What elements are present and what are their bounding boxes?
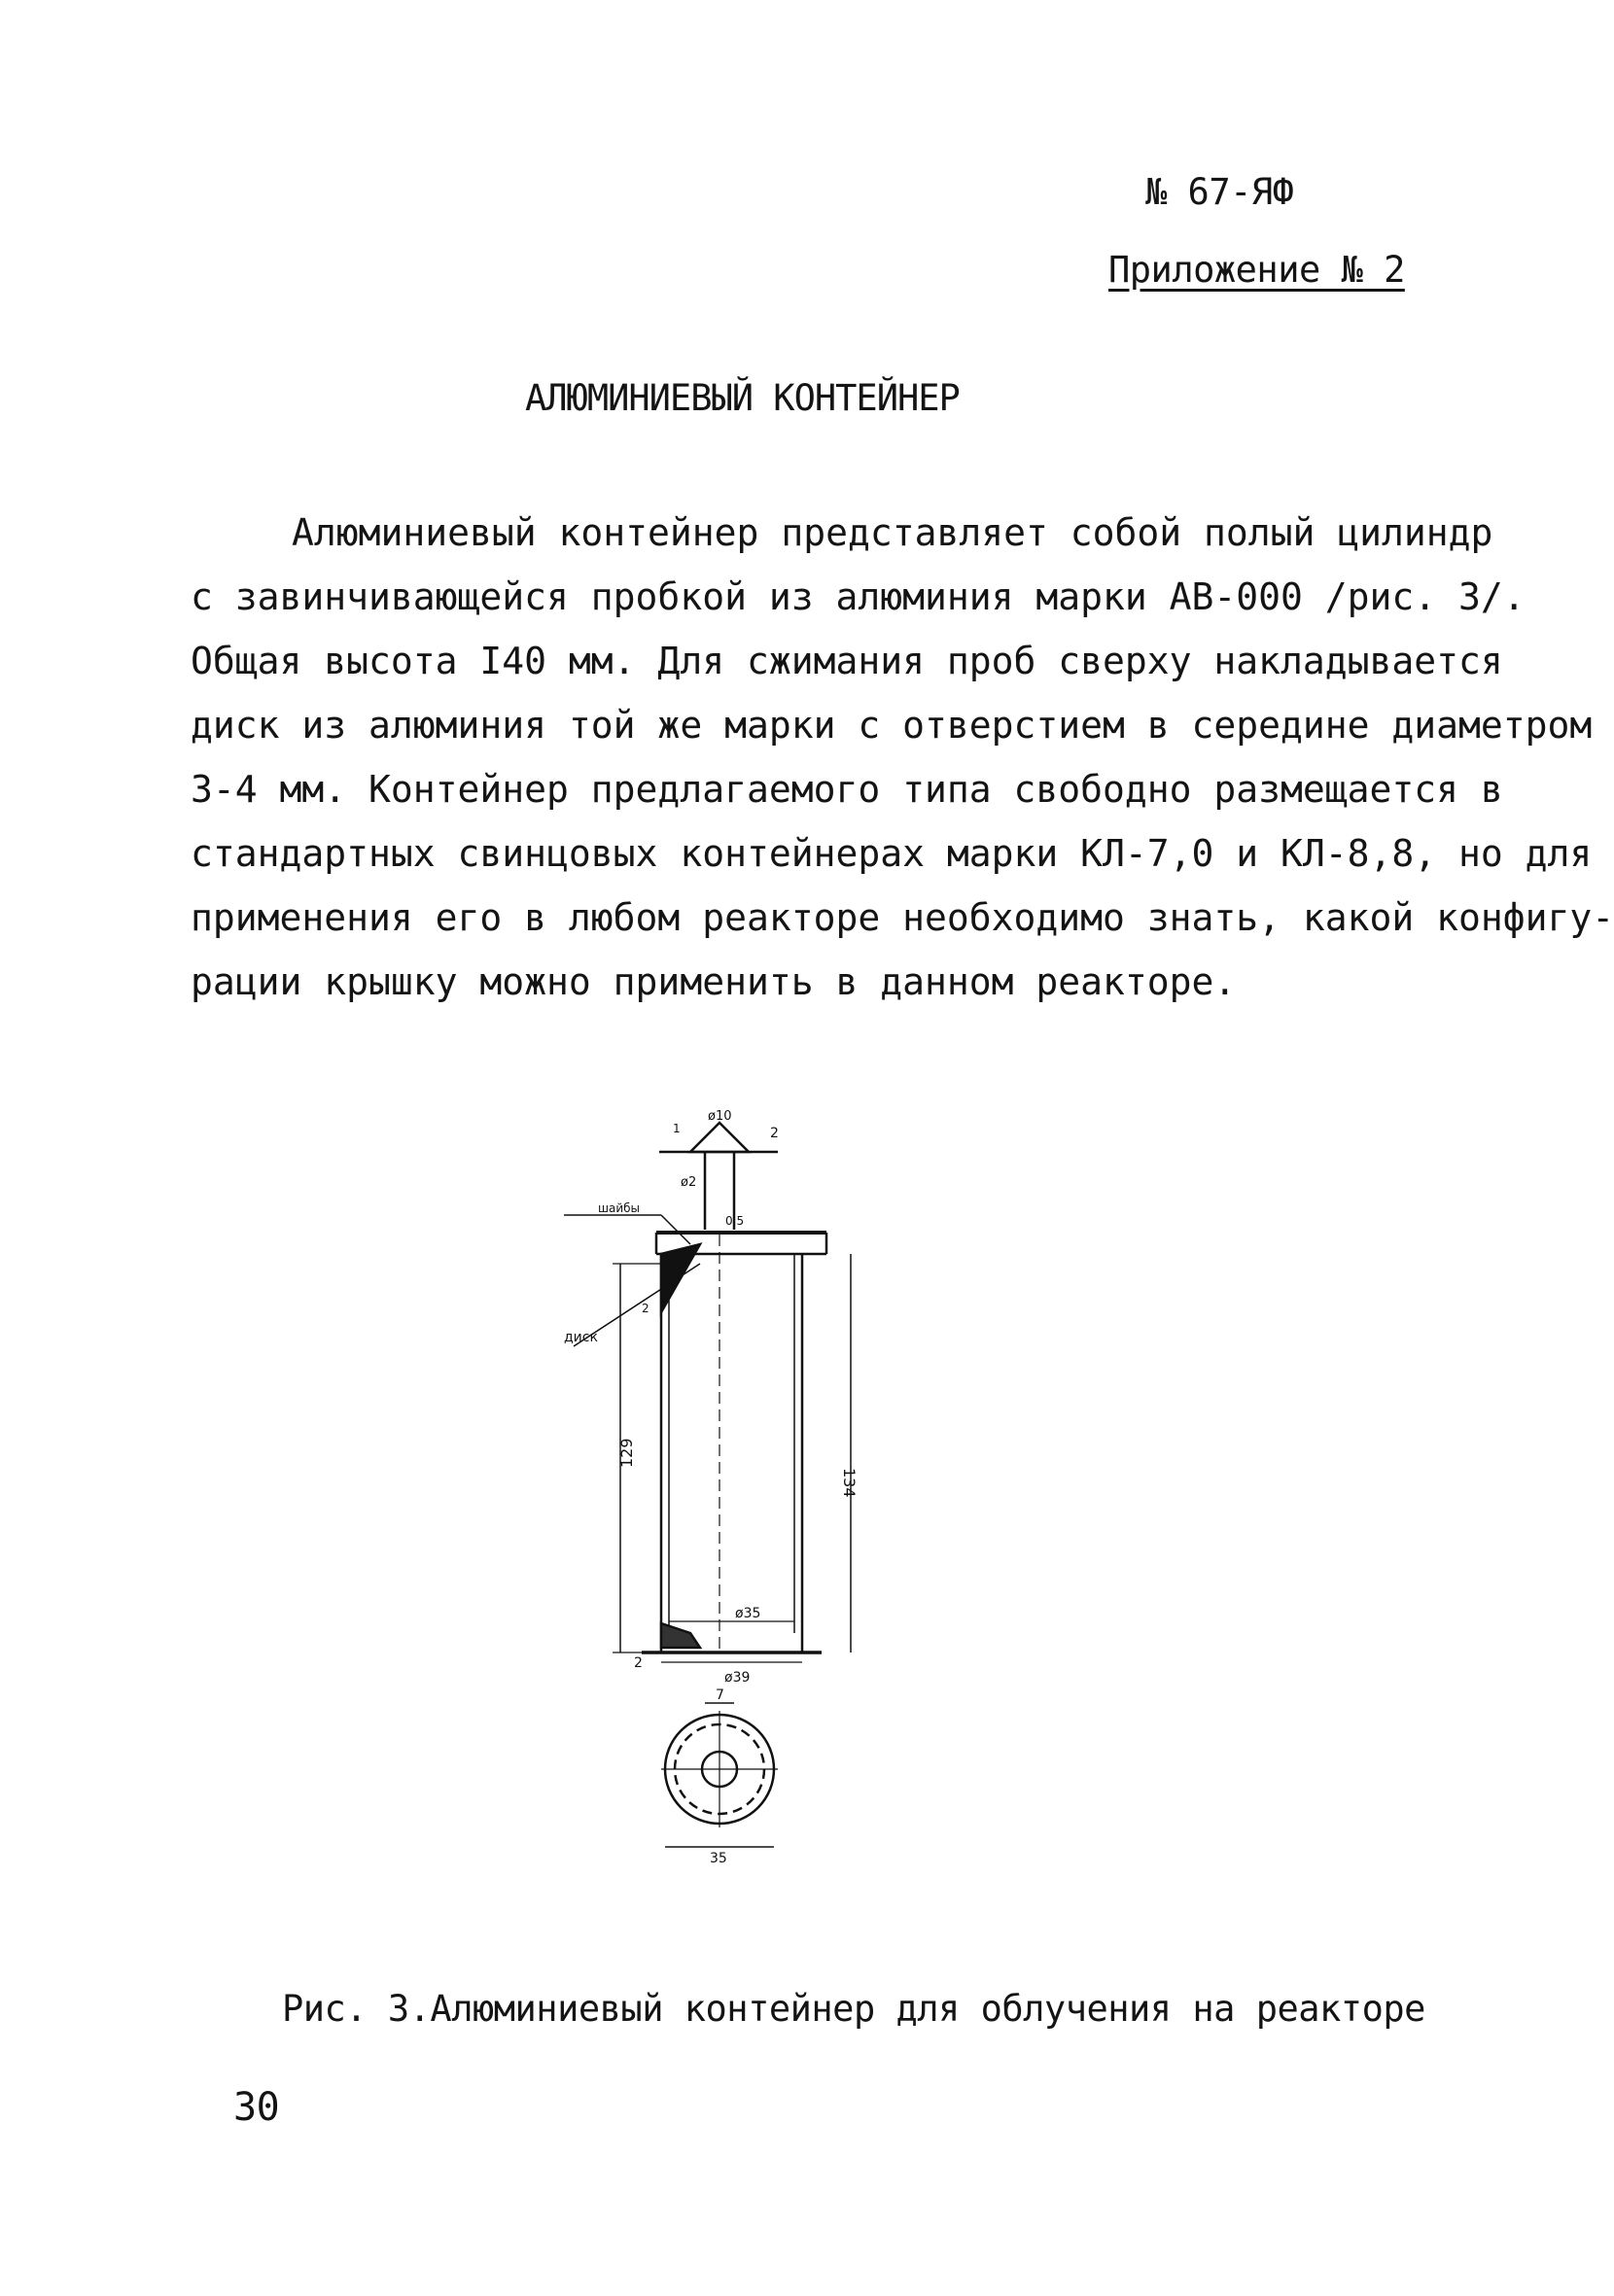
- dimension-129: 129: [617, 1438, 636, 1468]
- cap-height-label: 2: [770, 1126, 779, 1141]
- body-line: с завинчивающейся пробкой из алюминия марки АВ-000 /рис. 3/.: [191, 575, 1526, 618]
- figure-caption: Рис. 3.Алюминиевый контейнер для облучения на реакторе: [282, 1988, 1425, 2030]
- body-line: рации крышку можно применить в данном реакторе.: [191, 960, 1237, 1003]
- body-line: стандартных свинцовых контейнерах марки КЛ-7,0 и КЛ-8,8, но для: [191, 832, 1593, 875]
- bottom-small-dimension: 2: [634, 1655, 643, 1671]
- plan-top-dimension: 7: [716, 1687, 724, 1703]
- neck-diameter-label: ø2: [681, 1175, 697, 1190]
- cap-top-shape: [690, 1123, 749, 1152]
- outer-diameter-label: ø39: [724, 1670, 751, 1686]
- body-line: применения его в любом реакторе необходимо знать, какой конфигу-: [191, 896, 1614, 939]
- plan-bottom-dimension: 35: [710, 1851, 727, 1866]
- document-number: № 67-ЯФ: [1145, 171, 1294, 213]
- left-small-dimension: 2: [642, 1302, 649, 1315]
- page-title: АЛЮМИНИЕВЫЙ КОНТЕЙНЕР: [525, 377, 960, 419]
- cap-step-label: 1: [673, 1122, 681, 1135]
- body-line: 3-4 мм. Контейнер предлагаемого типа свободно размещается в: [191, 768, 1503, 811]
- body-line: Алюминиевый контейнер представляет собой полый цилиндр: [292, 511, 1493, 554]
- appendix-label: Приложение № 2: [1108, 249, 1405, 291]
- top-diameter-label: ø10: [708, 1109, 732, 1124]
- disk-label: диск: [564, 1330, 598, 1345]
- page-number: 30: [233, 2085, 280, 2130]
- shaibu-label: шайбы: [598, 1201, 641, 1215]
- body-paragraph: [191, 501, 1614, 1014]
- inner-diameter-label: ø35: [735, 1606, 761, 1621]
- dimension-134: 134: [840, 1468, 859, 1498]
- container-drawing: [544, 1108, 859, 1866]
- hole-label: 0.5: [725, 1214, 745, 1228]
- body-line: диск из алюминия той же марки с отверстием в середине диаметром: [191, 704, 1593, 747]
- body-line: Общая высота I40 мм. Для сжимания проб сверху накладывается: [191, 640, 1503, 682]
